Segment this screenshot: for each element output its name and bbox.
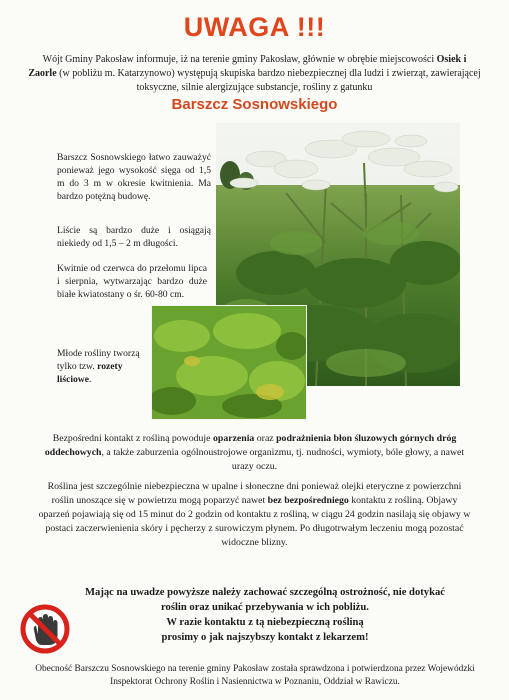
description-flowering: Kwitnie od czerwca do przełomu lipca i sierpnia, wytwarzając bardzo duże białe kwiatostany o śr. 60-80 cm.: [57, 263, 207, 300]
plant-name-heading: Barszcz Sosnowskiego: [171, 96, 338, 113]
young-rosette-photo: [152, 306, 306, 419]
description-height: Barszcz Sosnowskiego łatwo zauważyć ponieważ jego wysokość sięga od 1,5 m do 3 m w okresie kwitnienia. Ma bardzo potężną budowę.: [57, 152, 211, 202]
young-plants-end: .: [88, 374, 92, 385]
contact-effects-paragraph: [36, 432, 473, 474]
contact-text-2: oraz: [254, 433, 277, 444]
danger-text-1: Roślina jest szczególnie niebezpieczna w upalne i słoneczne dni ponieważ olejki eteryczne z powierzchni roślin unoszące się w powietrzu mogą poparzyć nawet: [47, 481, 462, 506]
no-touch-sign-icon: [20, 604, 70, 654]
description-young-plants: [57, 347, 147, 386]
description-leaves: Liście są bardzo duże i osiągają niekiedy od 1,5 – 2 m długości.: [57, 225, 211, 249]
warning-line-2: roślin oraz unikać przebywania w ich pobliżu.: [161, 602, 369, 613]
warning-line-1: Mając na uwadze powyższe należy zachować szczególną ostrożność, nie dotykać: [85, 587, 445, 598]
contact-text-3: , a także zaburzenia ogólnoustrojowe organizmu, tj. nudności, wymioty, bóle głowy, a nawet urazy oczu.: [101, 447, 465, 472]
intro-text-1: Wójt Gminy Pakosław informuje, iż na terenie gminy Pakosław, głównie w obrębie miejscowości: [42, 54, 435, 65]
footer-note: Obecność Barszczu Sosnowskiego na terenie gminy Pakosław została sprawdzona i potwierdzona przez Wojewódzki Inspektorat Ochrony Roślin i Nasiennictwa w Poznaniu, Oddział w Rawiczu.: [35, 664, 475, 687]
intro-paragraph: [28, 53, 481, 95]
page-title: UWAGA !!!: [183, 12, 326, 42]
warning-line-4: prosimy o jak najszybszy kontakt z lekarzem!: [161, 632, 369, 643]
warning-line-3: W razie kontaktu z tą niebezpieczną rośliną: [166, 617, 364, 628]
contact-irritation: podrażnienia błon śluzowych górnych dróg oddechowych: [44, 433, 457, 458]
danger-paragraph: [36, 480, 473, 550]
rosette-term: rozety liściowe: [57, 361, 123, 385]
young-plants-text: Młode rośliny tworzą tylko tzw.: [57, 348, 140, 372]
danger-text-2: kontaktu z rośliną. Objawy oparzeń pojawiają się od 15 minut do 2 godzin od kontaktu z rośliną, w ciągu 24 godzin nasilają się objawy w postaci zaczerwienienia skóry i pęcherzy z surowiczym płynem. Po długotrwałym leczeniu mogą pozostać widoczne blizny.: [38, 495, 471, 548]
contact-burns: oparzenia: [212, 433, 255, 444]
danger-no-direct-contact: bez bezpośredniego: [267, 495, 349, 506]
intro-locations: Osiek i Zaorle: [28, 54, 467, 79]
contact-text-1: Bezpośredni kontakt z rośliną powoduje: [52, 433, 213, 444]
intro-text-2: (w pobliżu m. Katarzynowo) występują skupiska bardzo niebezpiecznej dla ludzi i zwierząt, zawierającej toksyczne, silnie alergizujące substancje, rośliny z gatunku: [56, 68, 481, 93]
warning-block: [78, 585, 452, 645]
